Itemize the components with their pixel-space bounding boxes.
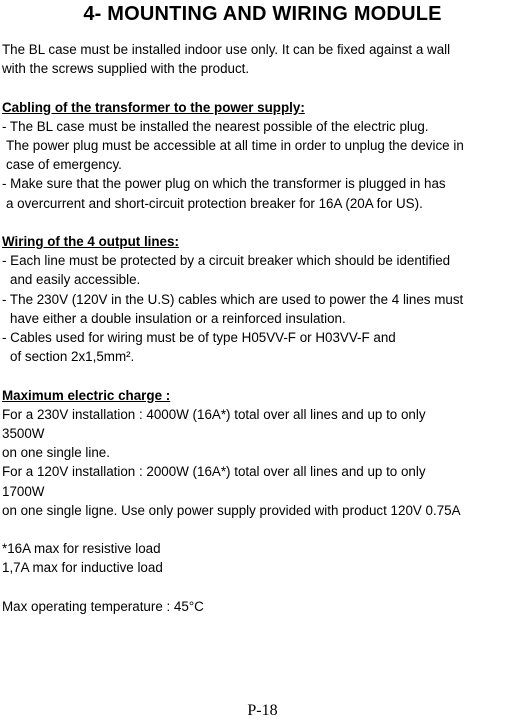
body-line: - The BL case must be installed the nearest possible of the electric plug. xyxy=(2,118,429,134)
body-line: of section 2x1,5mm². xyxy=(10,349,135,365)
page-number: P-18 xyxy=(247,702,278,719)
body-line: For a 230V installation : 4000W (16A*) total over all lines and up to only xyxy=(2,406,426,422)
body-line: have either a double insulation or a reinforced insulation. xyxy=(10,310,346,326)
spacer xyxy=(2,366,524,385)
body-line: - Make sure that the power plug on which the transformer is plugged in has xyxy=(2,176,446,192)
body-line: on one single line. xyxy=(2,445,110,461)
body-line: - Cables used for wiring must be of type H05VV-F or H03VV-F and xyxy=(2,330,396,346)
intro-line: with the screws supplied with the product. xyxy=(2,61,250,77)
body-text xyxy=(2,40,524,616)
section-heading-wiring: Wiring of the 4 output lines: xyxy=(2,234,179,249)
body-line: and easily accessible. xyxy=(10,272,141,288)
body-line: For a 120V installation : 2000W (16A*) total over all lines and up to only xyxy=(2,464,426,480)
body-line: case of emergency. xyxy=(6,157,122,173)
section-heading-max-charge: Maximum electric charge : xyxy=(2,387,171,403)
intro-line: The BL case must be installed indoor use only. It can be fixed against a wall xyxy=(2,42,451,57)
body-line: 1700W xyxy=(2,483,45,499)
body-line: on one single ligne. Use only power supply provided with product 120V 0.75A xyxy=(2,502,461,518)
note-line: 1,7A max for inductive load xyxy=(2,560,163,576)
spacer xyxy=(2,213,524,232)
body-line: The power plug must be accessible at all time in order to unplug the device in xyxy=(6,138,464,153)
page-title: 4- MOUNTING AND WIRING MODULE xyxy=(83,3,442,25)
note-line: *16A max for resistive load xyxy=(2,541,161,557)
body-line: 3500W xyxy=(2,426,45,442)
spacer xyxy=(2,578,524,597)
spacer xyxy=(2,78,524,97)
body-line: - Each line must be protected by a circuit breaker which should be identified xyxy=(2,253,451,269)
temperature-line: Max operating temperature : 45°C xyxy=(2,598,204,614)
body-line: a overcurrent and short-circuit protection breaker for 16A (20A for US). xyxy=(6,195,423,211)
spacer xyxy=(2,520,524,539)
section-heading-cabling: Cabling of the transformer to the power supply: xyxy=(2,99,305,115)
body-line: - The 230V (120V in the U.S) cables which are used to power the 4 lines must xyxy=(2,291,464,307)
